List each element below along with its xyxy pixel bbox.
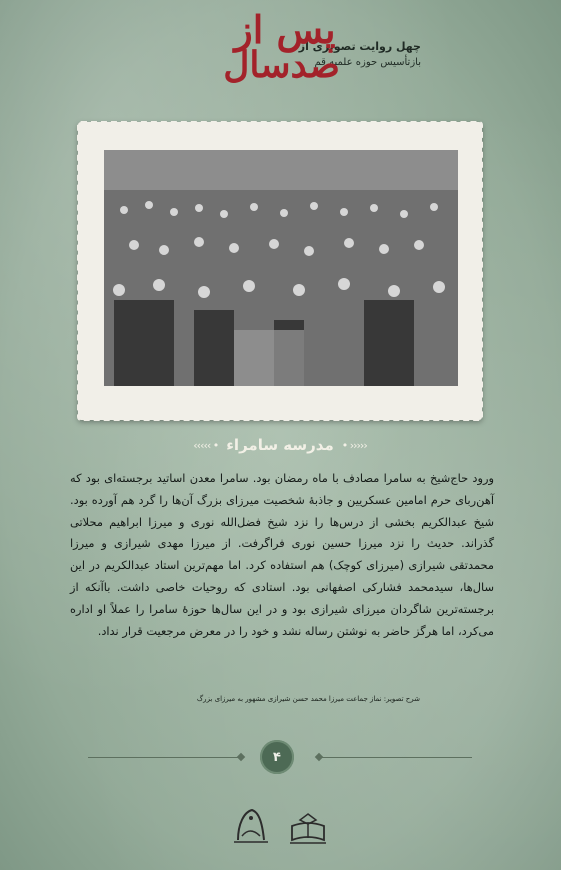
book-emblem-icon [286,810,330,846]
divider-line-right [322,757,472,758]
logo-line-2: صدسال [223,44,340,86]
calligraphy-logo-icon [230,806,272,846]
divider-ornament-left [237,753,245,761]
chevrons-left-icon: • ››››› [193,438,219,452]
divider-ornament-right [315,753,323,761]
historical-photo [104,150,458,386]
logo-line-1: پس از [234,7,336,52]
section-header [170,432,390,458]
divider-line-left [88,757,238,758]
body-paragraph: ورود حاج‌شیخ به سامرا مصادف با ماه رمضان بود. سامرا معدن اساتید برجسته‌ای بود که آهن‌ربای حرم امامین عسکریین و جاذبهٔ شخصیت میرزای بزرگ آن‌ها را گرد هم آورده بود. شیخ عبدالکریم بخشی از درس‌ها را نزد شیخ فضل‌الله نوری و میرزا ابراهیم محلاتی گذراند. حدیث را نزد میرزا حسین نوری فراگرفت. از میرزا مهدی شیرازی و میرزا محمدتقی شیرازی (میرزای کوچک) هم استفاده کرد. اما مهم‌ترین استاد عبدالکریم در این سال‌ها، سیدمحمد فشارکی اصفهانی بود. استادی که روحیات خاصی داشت. باآنکه از برجسته‌ترین شاگردان میرزای شیرازی بود و در این سال‌ها حوزهٔ سامرا را عملاً او اداره می‌کرد، اما هرگز حاضر به نوشتن رساله نشد و خود را در معرض مرجعیت قرار نداد. [70,471,494,638]
chevrons-right-icon: ‹‹‹‹‹ • [341,438,367,452]
section-title: مدرسه سامراء [226,436,334,454]
series-title: چهل روایت تصویری از [298,40,421,53]
photo-caption: شرح تصویر: نماز جماعت میرزا محمد حسن شیرازی مشهور به میرزای بزرگ [196,695,420,703]
crowd-photo-illustration [104,150,458,386]
page-number-badge: ۴ [260,740,294,774]
series-logo [223,7,340,95]
series-subtitle: بازتأسیس حوزه علمیه قم [314,57,421,68]
photo-frame [78,122,482,420]
